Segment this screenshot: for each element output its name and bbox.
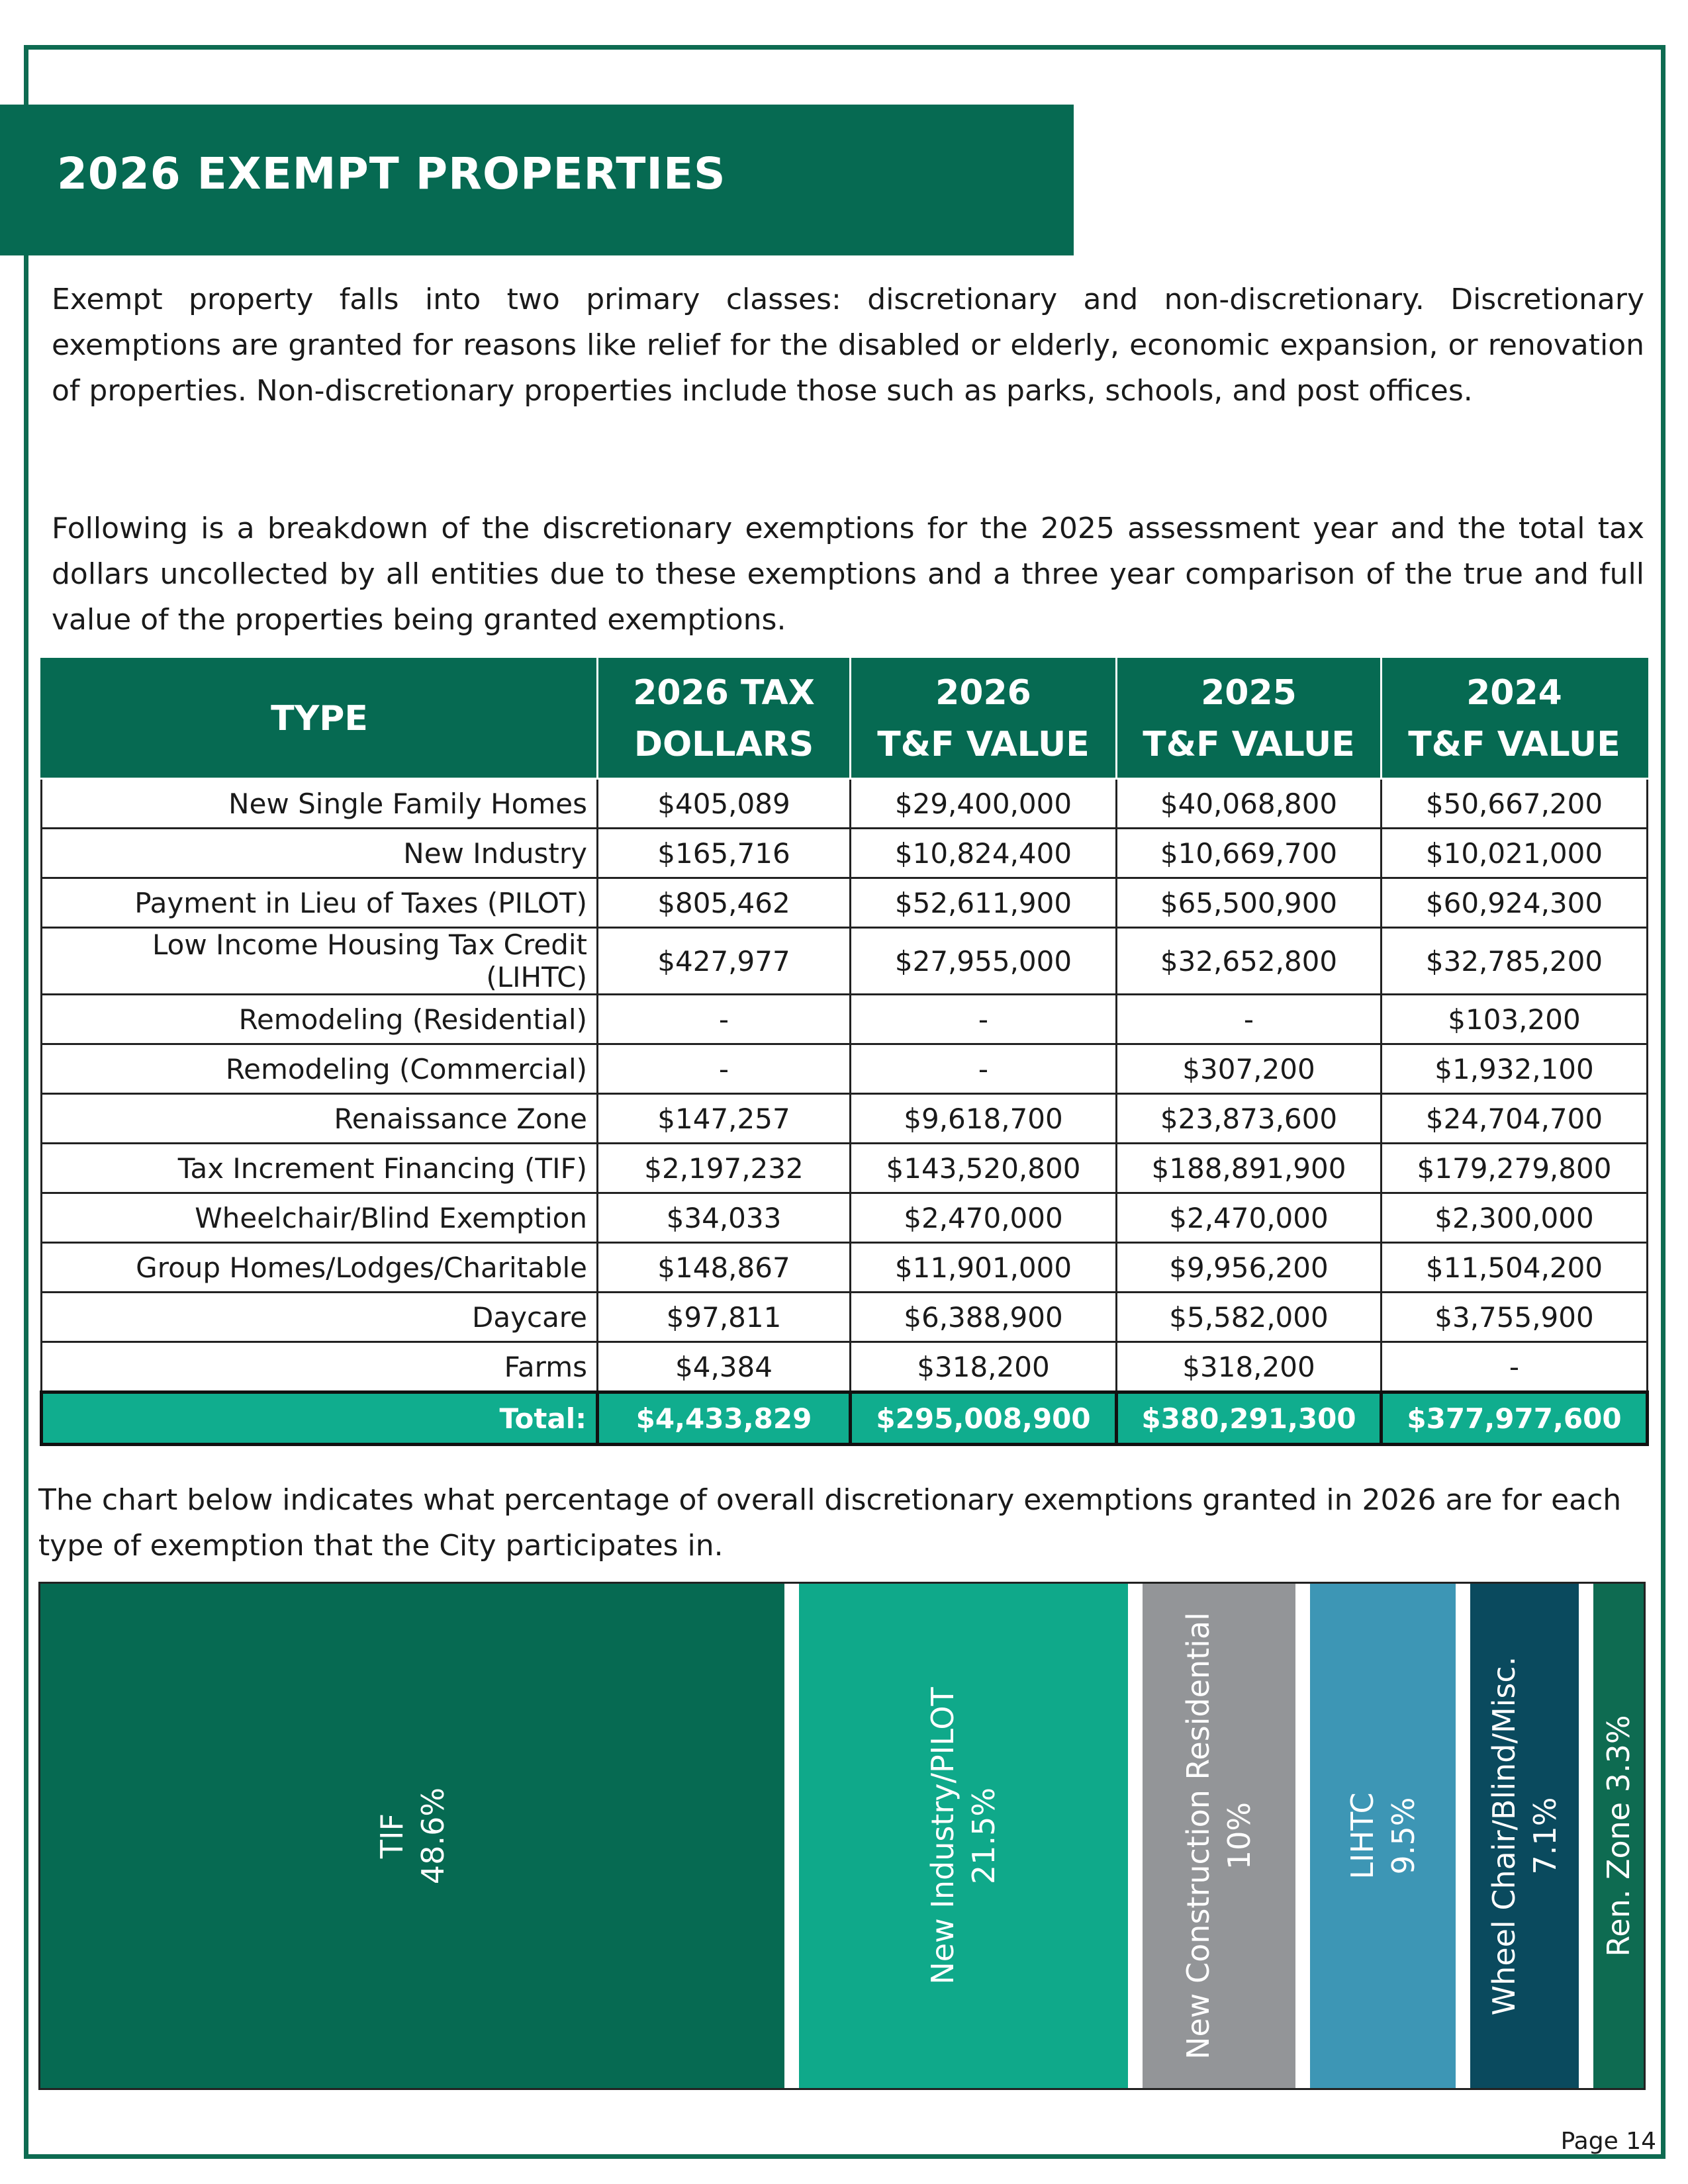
header-2026-tax-dollars: 2026 TAX DOLLARS <box>598 659 851 779</box>
chart-bar-new-construction-residential <box>1143 1584 1295 2088</box>
cell-2026-tf-value: $29,400,000 <box>851 779 1117 829</box>
cell-type: Daycare <box>42 1293 598 1342</box>
cell-type: Remodeling (Residential) <box>42 995 598 1044</box>
cell-2024-tf-value: $2,300,000 <box>1382 1193 1648 1243</box>
cell-2024-tf-value: $10,021,000 <box>1382 829 1648 878</box>
table-total-row <box>42 1392 1648 1445</box>
page-number: Page 14 <box>1560 2128 1656 2155</box>
table-row <box>42 1243 1648 1293</box>
chart-bar-wheel-chair-blind-misc <box>1470 1584 1579 2088</box>
header-2025-tf-value: 2025 T&F VALUE <box>1117 659 1382 779</box>
chart-value-label: 48.6% <box>414 1787 451 1885</box>
cell-2026-tf-value: - <box>851 1044 1117 1094</box>
cell-2024-tf-value: $103,200 <box>1382 995 1648 1044</box>
cell-2026-tax-dollars: - <box>598 1044 851 1094</box>
chart-bar-label <box>1178 1612 1260 2060</box>
cell-type: New Industry <box>42 829 598 878</box>
chart-category-label: LIHTC <box>1344 1792 1380 1880</box>
cell-2026-tf-value: $10,824,400 <box>851 829 1117 878</box>
cell-2025-tf-value: $65,500,900 <box>1117 878 1382 928</box>
cell-2026-tf-value: $295,008,900 <box>851 1392 1117 1445</box>
cell-2024-tf-value: $60,924,300 <box>1382 878 1648 928</box>
table-row <box>42 995 1648 1044</box>
chart-paragraph: The chart below indicates what percentage of overall discretionary exemptions granted in 2026 are for each type of exemption that the City participates in. <box>38 1483 1622 1563</box>
exemptions-table <box>40 658 1649 1446</box>
cell-2025-tf-value: $10,669,700 <box>1117 829 1382 878</box>
cell-2024-tf-value: $50,667,200 <box>1382 779 1648 829</box>
cell-2025-tf-value: $188,891,900 <box>1117 1144 1382 1193</box>
breakdown-paragraph: Following is a breakdown of the discretionary exemptions for the 2025 assessment year and the total tax dollars uncollected by all entities due to these exemptions and a three year comparison of the true and full value of the properties being granted exemptions. <box>52 512 1644 637</box>
chart-category-label: New Industry/PILOT <box>925 1687 961 1985</box>
chart-category-label: Ren. Zone <box>1600 1801 1636 1957</box>
cell-2026-tf-value: $6,388,900 <box>851 1293 1117 1342</box>
chart-bar-label <box>1483 1657 1566 2016</box>
table-row <box>42 1193 1648 1243</box>
cell-2025-tf-value: $380,291,300 <box>1117 1392 1382 1445</box>
cell-2026-tax-dollars: $427,977 <box>598 928 851 995</box>
cell-type: Low Income Housing Tax Credit (LIHTC) <box>42 928 598 995</box>
chart-value-label: 7.1% <box>1526 1797 1563 1875</box>
table-row <box>42 1144 1648 1193</box>
cell-2026-tf-value: $11,901,000 <box>851 1243 1117 1293</box>
table-row <box>42 928 1648 995</box>
header-2024-tf-value: 2024 T&F VALUE <box>1382 659 1648 779</box>
chart-bar-label <box>922 1687 1004 1984</box>
cell-2026-tf-value: $52,611,900 <box>851 878 1117 928</box>
cell-type: Total: <box>42 1392 598 1445</box>
cell-2026-tf-value: - <box>851 995 1117 1044</box>
intro-paragraph: Exempt property falls into two primary classes: discretionary and non-discretionary. Discretionary exemptions are granted for reasons like relief for the disabled or elderly, economic expansion, or renovation of properties. Non-discretionary properties include those such as parks, schools, and post offices. <box>52 283 1644 408</box>
cell-2024-tf-value: $179,279,800 <box>1382 1144 1648 1193</box>
table-row <box>42 1342 1648 1392</box>
table-row <box>42 829 1648 878</box>
cell-2026-tf-value: $143,520,800 <box>851 1144 1117 1193</box>
cell-2024-tf-value: $3,755,900 <box>1382 1293 1648 1342</box>
cell-2025-tf-value: $307,200 <box>1117 1044 1382 1094</box>
table-row <box>42 779 1648 829</box>
page-title: 2026 EXEMPT PROPERTIES <box>57 148 726 199</box>
chart-bar-label <box>1598 1715 1639 1956</box>
chart-value-label: 3.3% <box>1600 1715 1636 1793</box>
cell-2025-tf-value: $318,200 <box>1117 1342 1382 1392</box>
cell-2026-tax-dollars: $148,867 <box>598 1243 851 1293</box>
cell-2026-tf-value: $2,470,000 <box>851 1193 1117 1243</box>
exemption-percentage-chart <box>38 1582 1646 2090</box>
chart-value-label: 10% <box>1221 1801 1258 1870</box>
cell-type: Remodeling (Commercial) <box>42 1044 598 1094</box>
cell-2025-tf-value: $9,956,200 <box>1117 1243 1382 1293</box>
title-banner <box>0 105 1074 255</box>
header-2026-tf-value: 2026 T&F VALUE <box>851 659 1117 779</box>
chart-bar-label <box>371 1788 453 1884</box>
table-row <box>42 878 1648 928</box>
table-header-row <box>42 659 1648 779</box>
cell-type: Renaissance Zone <box>42 1094 598 1144</box>
cell-2024-tf-value: $24,704,700 <box>1382 1094 1648 1144</box>
cell-2026-tf-value: $318,200 <box>851 1342 1117 1392</box>
chart-value-label: 21.5% <box>966 1787 1002 1885</box>
cell-2025-tf-value: $40,068,800 <box>1117 779 1382 829</box>
cell-2026-tax-dollars: $34,033 <box>598 1193 851 1243</box>
cell-2026-tf-value: $27,955,000 <box>851 928 1117 995</box>
table-body <box>42 779 1648 1445</box>
cell-2024-tf-value: $32,785,200 <box>1382 928 1648 995</box>
cell-2026-tax-dollars: $4,433,829 <box>598 1392 851 1445</box>
chart-bar-label <box>1342 1792 1424 1879</box>
cell-type: Tax Increment Financing (TIF) <box>42 1144 598 1193</box>
chart-bar-lihtc <box>1310 1584 1456 2088</box>
chart-value-label: 9.5% <box>1385 1797 1421 1875</box>
cell-2024-tf-value: $1,932,100 <box>1382 1044 1648 1094</box>
table-row <box>42 1293 1648 1342</box>
cell-2024-tf-value: - <box>1382 1342 1648 1392</box>
header-type: TYPE <box>42 659 598 779</box>
cell-2025-tf-value: $23,873,600 <box>1117 1094 1382 1144</box>
cell-2026-tax-dollars: $4,384 <box>598 1342 851 1392</box>
cell-2026-tax-dollars: - <box>598 995 851 1044</box>
cell-2026-tf-value: $9,618,700 <box>851 1094 1117 1144</box>
chart-bar-tif <box>40 1584 784 2088</box>
cell-type: Wheelchair/Blind Exemption <box>42 1193 598 1243</box>
cell-2025-tf-value: - <box>1117 995 1382 1044</box>
chart-category-label: New Construction Residential <box>1180 1612 1217 2060</box>
cell-type: Farms <box>42 1342 598 1392</box>
table-row <box>42 1044 1648 1094</box>
cell-2026-tax-dollars: $2,197,232 <box>598 1144 851 1193</box>
chart-bar-ren-zone <box>1593 1584 1644 2088</box>
cell-2024-tf-value: $377,977,600 <box>1382 1392 1648 1445</box>
cell-2026-tax-dollars: $805,462 <box>598 878 851 928</box>
cell-2025-tf-value: $5,582,000 <box>1117 1293 1382 1342</box>
cell-2026-tax-dollars: $97,811 <box>598 1293 851 1342</box>
cell-2025-tf-value: $2,470,000 <box>1117 1193 1382 1243</box>
cell-2024-tf-value: $11,504,200 <box>1382 1243 1648 1293</box>
chart-bar-new-industry-pilot <box>799 1584 1128 2088</box>
cell-type: Payment in Lieu of Taxes (PILOT) <box>42 878 598 928</box>
cell-2026-tax-dollars: $147,257 <box>598 1094 851 1144</box>
cell-type: Group Homes/Lodges/Charitable <box>42 1243 598 1293</box>
cell-type: New Single Family Homes <box>42 779 598 829</box>
cell-2026-tax-dollars: $165,716 <box>598 829 851 878</box>
cell-2025-tf-value: $32,652,800 <box>1117 928 1382 995</box>
cell-2026-tax-dollars: $405,089 <box>598 779 851 829</box>
chart-category-label: TIF <box>373 1813 410 1859</box>
chart-category-label: Wheel Chair/Blind/Misc. <box>1485 1656 1522 2016</box>
table-row <box>42 1094 1648 1144</box>
